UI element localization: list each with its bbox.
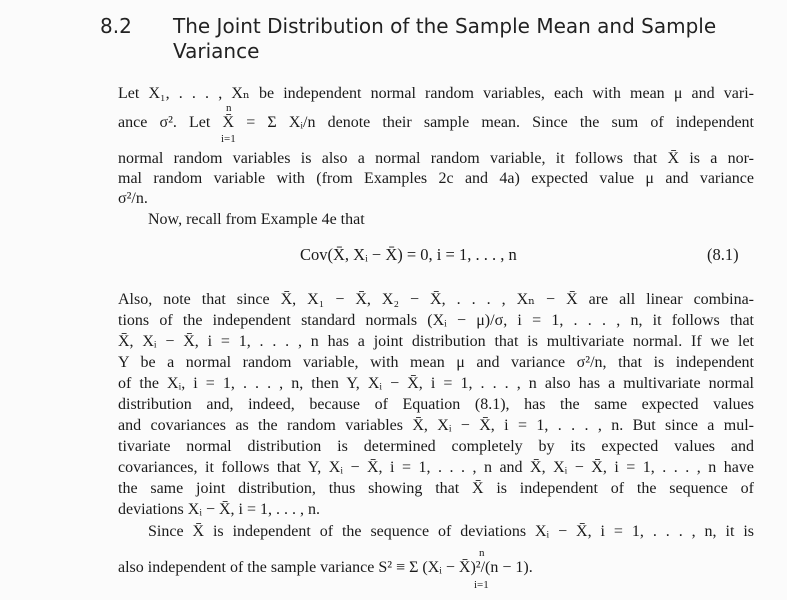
- paragraph1-line: mal random variable with (from Examples 2c and 4a) expected value μ and variance: [118, 170, 754, 187]
- sum2-upper-limit: n: [479, 547, 485, 559]
- paragraph3-line: the same joint distribution, thus showing that X̄ is independent of the sequence of: [118, 480, 754, 497]
- paragraph3-line: deviations Xᵢ − X̄, i = 1, . . . , n.: [118, 501, 320, 518]
- paragraph1-line: normal random variables is also a normal random variable, it follows that X̄ is a nor-: [118, 150, 754, 167]
- section-heading: [100, 14, 760, 64]
- paragraph1-line: ance σ². Let X̄ = Σ Xᵢ/n denote their sample mean. Since the sum of independent: [118, 114, 754, 131]
- paragraph3-line: and covariances as the random variables X̄, Xᵢ − X̄, i = 1, . . . , n. But since a mul-: [118, 417, 754, 434]
- paragraph1-line: Let X₁, . . . , Xₙ be independent normal random variables, each with mean μ and vari-: [118, 85, 754, 102]
- paragraph4-line: also independent of the sample variance S² ≡ Σ (Xᵢ − X̄)²/(n − 1).: [118, 559, 533, 576]
- paragraph3-line: tions of the independent standard normals (Xᵢ − μ)/σ, i = 1, . . . , n, it follows that: [118, 312, 754, 329]
- section-number: 8.2: [100, 14, 132, 38]
- paragraph4-line: Since X̄ is independent of the sequence of deviations Xᵢ − X̄, i = 1, . . . , n, it is: [148, 523, 754, 540]
- paragraph3-line: of the Xᵢ, i = 1, . . . , n, then Y, Xᵢ − X̄, i = 1, . . . , n also has a multivariate normal: [118, 375, 754, 392]
- paragraph3-line: X̄, Xᵢ − X̄, i = 1, . . . , n has a joint distribution that is multivariate normal. If we let: [118, 333, 754, 350]
- paragraph3-line: Y be a normal random variable, with mean μ and variance σ²/n, that is independent: [118, 354, 754, 371]
- paragraph3-line: covariances, it follows that Y, Xᵢ − X̄, i = 1, . . . , n and X̄, Xᵢ − X̄, i = 1, . . . , n have: [118, 459, 754, 476]
- paragraph3-line: distribution and, indeed, because of Equation (8.1), has the same expected values: [118, 396, 754, 413]
- section-title: The Joint Distribution of the Sample Mean and Sample Variance: [173, 14, 717, 63]
- equation-body: Cov(X̄, Xᵢ − X̄) = 0, i = 1, . . . , n: [300, 245, 517, 264]
- equation-tag: (8.1): [707, 245, 739, 264]
- paragraph3-line: tivariate normal distribution is determined completely by its expected values and: [118, 438, 754, 455]
- sum1-upper-limit: n: [226, 102, 232, 114]
- sum1-lower-limit: i=1: [221, 133, 236, 145]
- paragraph2: Now, recall from Example 4e that: [148, 211, 365, 228]
- paragraph1-line: σ²/n.: [118, 190, 148, 207]
- sum2-lower-limit: i=1: [474, 579, 489, 591]
- paragraph3-line: Also, note that since X̄, X₁ − X̄, X₂ − X̄, . . . , Xₙ − X̄ are all linear combina-: [118, 291, 754, 308]
